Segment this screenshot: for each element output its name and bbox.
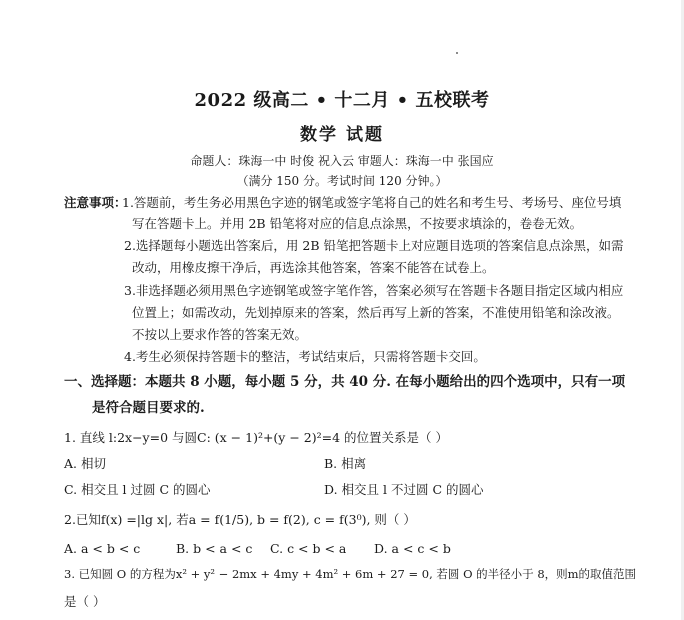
q1-option-c: C. 相交且 l 过圆 C 的圆心 xyxy=(64,482,211,497)
q1-option-d: D. 相交且 l 不过圆 C 的圆心 xyxy=(324,482,484,497)
section-heading-cont: 是符合题目要求的. xyxy=(92,400,205,416)
q2-option-b: B. b < a < c xyxy=(176,541,253,556)
notice-item: 位置上；如需改动，先划掉原来的答案，然后再写上新的答案，不准使用铅笔和涂改液。 xyxy=(132,305,620,320)
exam-title: 2022 级高二 • 十二月 • 五校联考 xyxy=(194,90,490,111)
exam-subtitle: 数学 试题 xyxy=(300,125,384,145)
q2-option-a: A. a < b < c xyxy=(64,541,141,556)
section-heading: 一、选择题：本题共 8 小题，每小题 5 分，共 40 分. 在每小题给出的四个选项中，只有一项 xyxy=(64,374,626,390)
notice-item: 1.答题前，考生务必用黑色字迹的钢笔或签字笔将自己的姓名和考生号、考场号、座位号填 xyxy=(122,195,622,210)
q2-option-c: C. c < b < a xyxy=(270,541,347,556)
notice-item: 2.选择题每小题选出答案后，用 2B 铅笔把答题卡上对应题目选项的答案信息点涂黑，如需 xyxy=(124,238,624,253)
question-3-stem-cont: 是（ ） xyxy=(64,594,106,609)
question-3-stem: 3. 已知圆 O 的方程为x² + y² − 2mx + 4my + 4m² + 6m + 27 = 0, 若圆 O 的半径小于 8，则m的取值范围 xyxy=(64,567,637,581)
question-1-stem: 1. 直线 l:2x−y=0 与圆C: (x − 1)²+(y − 2)²=4 的位置关系是（ ） xyxy=(64,430,449,445)
notice-item: 4.考生必须保持答题卡的整洁，考试结束后，只需将答题卡交回。 xyxy=(124,349,486,364)
scan-dot xyxy=(456,52,458,54)
q1-option-b: B. 相离 xyxy=(324,456,367,471)
q1-option-a: A. 相切 xyxy=(64,456,106,471)
q2-option-d: D. a < c < b xyxy=(374,541,451,556)
notice-item: 3.非选择题必须用黑色字迹钢笔或签字笔作答，答案必须写在答题卡各题目指定区域内相应 xyxy=(124,283,624,298)
score-line: （满分 150 分。考试时间 120 分钟。） xyxy=(236,174,448,188)
notice-item: 写在答题卡上。并用 2B 铅笔将对应的信息点涂黑，不按要求填涂的，卷卷无效。 xyxy=(132,216,583,231)
notice-item: 改动，用橡皮擦干净后，再选涂其他答案，答案不能答在试卷上。 xyxy=(132,260,495,275)
notice-label: 注意事项： xyxy=(64,195,127,210)
authors-line: 命题人：珠海一中 时俊 祝入云 审题人：珠海一中 张国应 xyxy=(190,154,494,168)
notice-item: 不按以上要求作答的答案无效。 xyxy=(132,327,308,342)
question-2-stem: 2.已知f(x) =|lg x|, 若a = f(1/5), b = f(2), c = f(3⁰), 则（ ） xyxy=(64,512,416,527)
